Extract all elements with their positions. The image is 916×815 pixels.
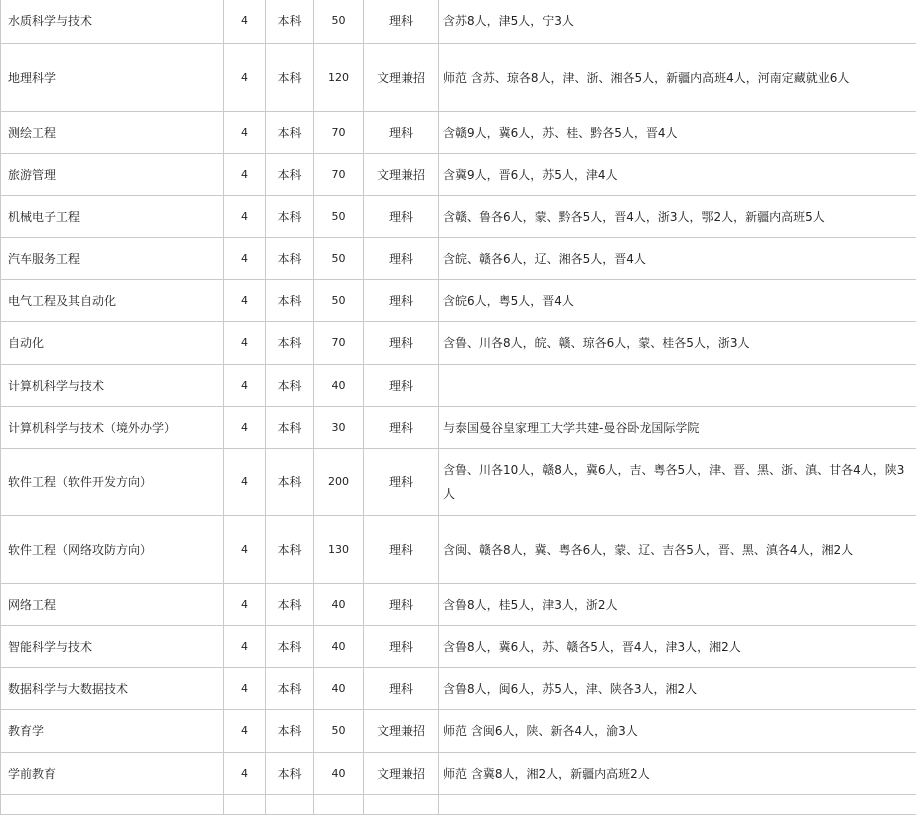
- years-cell: 4: [224, 365, 266, 407]
- level-cell: 本科: [266, 365, 314, 407]
- years-cell: [224, 795, 266, 815]
- major-name-cell: 汽车服务工程: [1, 238, 224, 280]
- notes-cell: [439, 365, 916, 407]
- notes-cell: 含苏8人，津5人，宁3人: [439, 0, 916, 44]
- quota-cell: 130: [314, 516, 364, 584]
- subject-cell: 理科: [364, 196, 439, 238]
- years-cell: 4: [224, 196, 266, 238]
- years-cell: 4: [224, 112, 266, 154]
- years-cell: 4: [224, 584, 266, 626]
- quota-cell: 70: [314, 112, 364, 154]
- quota-cell: 50: [314, 280, 364, 322]
- subject-cell: 理科: [364, 238, 439, 280]
- quota-cell: 70: [314, 322, 364, 365]
- level-cell: 本科: [266, 154, 314, 196]
- table-row: [1, 584, 916, 626]
- level-cell: 本科: [266, 238, 314, 280]
- level-cell: 本科: [266, 516, 314, 584]
- subject-cell: [364, 795, 439, 815]
- table-body: [1, 0, 916, 815]
- notes-cell: 师范 含苏、琼各8人，津、浙、湘各5人，新疆内高班4人，河南定藏就业6人: [439, 44, 916, 112]
- table-row: [1, 668, 916, 710]
- level-cell: [266, 795, 314, 815]
- major-name-cell: [1, 795, 224, 815]
- notes-cell: 含闽、赣各8人，冀、粤各6人，蒙、辽、吉各5人，晋、黑、滇各4人，湘2人: [439, 516, 916, 584]
- major-name-cell: 自动化: [1, 322, 224, 365]
- quota-cell: 50: [314, 238, 364, 280]
- subject-cell: 理科: [364, 112, 439, 154]
- years-cell: 4: [224, 0, 266, 44]
- quota-cell: 40: [314, 753, 364, 795]
- notes-cell: 含鲁8人，冀6人，苏、赣各5人，晋4人，津3人，湘2人: [439, 626, 916, 668]
- table-row: [1, 626, 916, 668]
- major-name-cell: 软件工程（软件开发方向）: [1, 449, 224, 516]
- years-cell: 4: [224, 516, 266, 584]
- subject-cell: 理科: [364, 407, 439, 449]
- level-cell: 本科: [266, 584, 314, 626]
- notes-cell: 含皖6人，粤5人，晋4人: [439, 280, 916, 322]
- subject-cell: 文理兼招: [364, 710, 439, 753]
- table-row: [1, 710, 916, 753]
- notes-cell: 含鲁、川各10人，赣8人，冀6人，吉、粤各5人，津、晋、黑、浙、滇、甘各4人，陕3人: [439, 449, 916, 516]
- years-cell: 4: [224, 238, 266, 280]
- quota-cell: 40: [314, 365, 364, 407]
- subject-cell: 理科: [364, 365, 439, 407]
- major-name-cell: 旅游管理: [1, 154, 224, 196]
- subject-cell: 理科: [364, 584, 439, 626]
- subject-cell: 理科: [364, 449, 439, 516]
- quota-cell: 50: [314, 710, 364, 753]
- level-cell: 本科: [266, 196, 314, 238]
- table-row: [1, 44, 916, 112]
- major-name-cell: 地理科学: [1, 44, 224, 112]
- table-row: [1, 154, 916, 196]
- major-name-cell: 机械电子工程: [1, 196, 224, 238]
- notes-cell: 含赣、鲁各6人，蒙、黔各5人，晋4人，浙3人，鄂2人，新疆内高班5人: [439, 196, 916, 238]
- table-row: [1, 238, 916, 280]
- notes-cell: 师范 含闽6人，陕、新各4人，渝3人: [439, 710, 916, 753]
- subject-cell: 文理兼招: [364, 753, 439, 795]
- quota-cell: 70: [314, 154, 364, 196]
- level-cell: 本科: [266, 322, 314, 365]
- table-row: [1, 112, 916, 154]
- major-name-cell: 水质科学与技术: [1, 0, 224, 44]
- level-cell: 本科: [266, 280, 314, 322]
- subject-cell: 理科: [364, 0, 439, 44]
- subject-cell: 理科: [364, 668, 439, 710]
- years-cell: 4: [224, 449, 266, 516]
- table-row: [1, 449, 916, 516]
- years-cell: 4: [224, 154, 266, 196]
- major-name-cell: 智能科学与技术: [1, 626, 224, 668]
- level-cell: 本科: [266, 0, 314, 44]
- major-name-cell: 学前教育: [1, 753, 224, 795]
- subject-cell: 理科: [364, 322, 439, 365]
- table-row: [1, 753, 916, 795]
- level-cell: 本科: [266, 112, 314, 154]
- major-name-cell: 计算机科学与技术（境外办学）: [1, 407, 224, 449]
- notes-cell: 含鲁8人，闽6人，苏5人，津、陕各3人，湘2人: [439, 668, 916, 710]
- major-name-cell: 数据科学与大数据技术: [1, 668, 224, 710]
- quota-cell: 30: [314, 407, 364, 449]
- years-cell: 4: [224, 280, 266, 322]
- subject-cell: 文理兼招: [364, 154, 439, 196]
- table-row: [1, 280, 916, 322]
- years-cell: 4: [224, 44, 266, 112]
- major-name-cell: 教育学: [1, 710, 224, 753]
- notes-cell: 师范 含冀8人，湘2人，新疆内高班2人: [439, 753, 916, 795]
- quota-cell: 40: [314, 668, 364, 710]
- level-cell: 本科: [266, 668, 314, 710]
- years-cell: 4: [224, 668, 266, 710]
- level-cell: 本科: [266, 710, 314, 753]
- major-name-cell: 测绘工程: [1, 112, 224, 154]
- subject-cell: 文理兼招: [364, 44, 439, 112]
- quota-cell: [314, 795, 364, 815]
- subject-cell: 理科: [364, 516, 439, 584]
- level-cell: 本科: [266, 626, 314, 668]
- quota-cell: 40: [314, 626, 364, 668]
- level-cell: 本科: [266, 44, 314, 112]
- years-cell: 4: [224, 407, 266, 449]
- table-row: [1, 196, 916, 238]
- subject-cell: 理科: [364, 280, 439, 322]
- table-row: [1, 322, 916, 365]
- years-cell: 4: [224, 753, 266, 795]
- major-name-cell: 计算机科学与技术: [1, 365, 224, 407]
- major-name-cell: 软件工程（网络攻防方向）: [1, 516, 224, 584]
- years-cell: 4: [224, 710, 266, 753]
- quota-cell: 50: [314, 196, 364, 238]
- table-row: [1, 407, 916, 449]
- table-row: [1, 365, 916, 407]
- notes-cell: 含赣9人，冀6人，苏、桂、黔各5人，晋4人: [439, 112, 916, 154]
- notes-cell: 含冀9人，晋6人，苏5人，津4人: [439, 154, 916, 196]
- years-cell: 4: [224, 322, 266, 365]
- notes-cell: 含皖、赣各6人，辽、湘各5人，晋4人: [439, 238, 916, 280]
- quota-cell: 200: [314, 449, 364, 516]
- level-cell: 本科: [266, 753, 314, 795]
- level-cell: 本科: [266, 407, 314, 449]
- notes-cell: 与泰国曼谷皇家理工大学共建-曼谷卧龙国际学院: [439, 407, 916, 449]
- table-row: [1, 516, 916, 584]
- major-name-cell: 网络工程: [1, 584, 224, 626]
- notes-cell: 含鲁8人，桂5人，津3人，浙2人: [439, 584, 916, 626]
- years-cell: 4: [224, 626, 266, 668]
- quota-cell: 120: [314, 44, 364, 112]
- subject-cell: 理科: [364, 626, 439, 668]
- major-name-cell: 电气工程及其自动化: [1, 280, 224, 322]
- table-row: [1, 0, 916, 44]
- table-row: [1, 795, 916, 815]
- notes-cell: [439, 795, 916, 815]
- quota-cell: 40: [314, 584, 364, 626]
- notes-cell: 含鲁、川各8人，皖、赣、琼各6人，蒙、桂各5人，浙3人: [439, 322, 916, 365]
- level-cell: 本科: [266, 449, 314, 516]
- quota-cell: 50: [314, 0, 364, 44]
